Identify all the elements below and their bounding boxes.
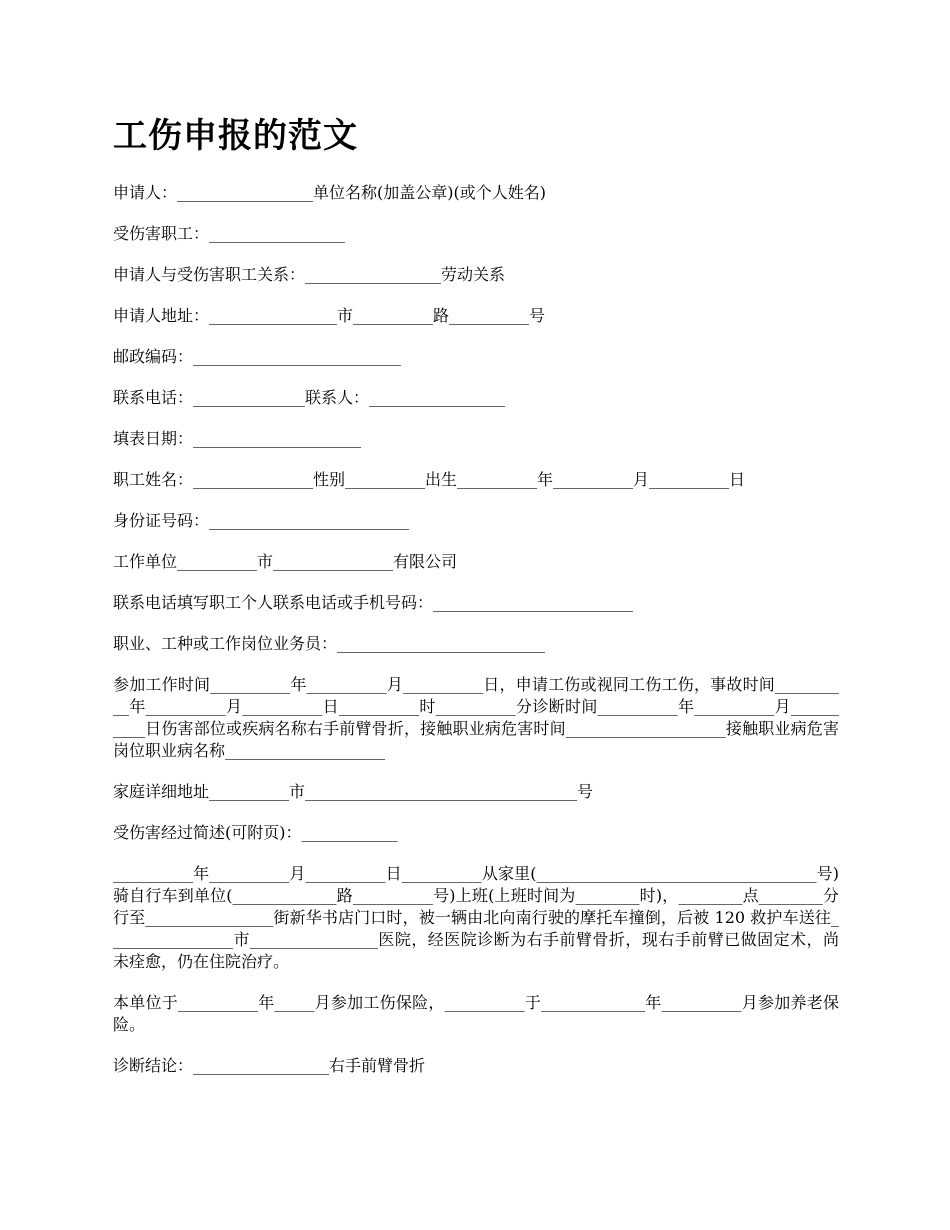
document-page [113,112,839,1096]
paragraph-postal-code: 邮政编码：__________________________ [113,347,402,366]
paragraph-injury-summary-label: 受伤害经过简述(可附页)：____________ [113,823,398,842]
paragraph-fill-date: 填表日期：_____________________ [113,429,362,448]
paragraph-home-address: 家庭详细地址__________市__________________________________号 [113,782,594,801]
paragraph-relationship: 申请人与受伤害职工关系：_________________劳动关系 [113,265,506,284]
paragraph-injured-worker: 受伤害职工：_________________ [113,224,346,243]
paragraph-work-and-accident-time: 参加工作时间__________年__________月__________日，申请工伤或视同工伤工伤，事故时间__________年__________月__________日__________时__________分诊断时间__________年__________月__________日伤害部位或疾病名称右手前臂骨折，接触职业病危害时间____________________接触职业病危害岗位职业病名称____________________ [113,675,839,760]
paragraph-occupation: 职业、工种或工作岗位业务员：__________________________ [113,634,546,653]
paragraph-contact-phone: 联系电话：______________联系人：_________________ [113,388,506,407]
paragraph-diagnosis: 诊断结论：_________________右手前臂骨折 [113,1056,426,1075]
paragraph-id-number: 身份证号码：_________________________ [113,511,410,530]
paragraph-applicant-address: 申请人地址：________________市__________路__________号 [113,306,546,325]
paragraph-work-unit: 工作单位__________市_______________有限公司 [113,552,458,571]
document-title: 工伤申报的范文 [113,116,358,156]
paragraph-worker-name: 职工姓名：_______________性别__________出生__________年__________月__________日 [113,470,746,489]
paragraph-insurance: 本单位于__________年_____月参加工伤保险，__________于_____________年__________月参加养老保险。 [113,993,839,1034]
paragraph-applicant: 申请人：_________________单位名称(加盖公章)(或个人姓名) [113,183,546,202]
paragraph-injury-narrative: __________年__________月__________日__________从家里(___________________________________号)骑自行车到单位(_____________路__________号)上班(上班时间为________时)，________点________分行至________________街新华书店门口时，被一辆由北向南行驶的摩托车撞倒，后被 120 救护车送往________________市________________医院，经医院诊断为右手前臂骨折，现右手前臂已做固定术，尚未痊愈，仍在住院治疗。 [113,864,839,971]
paragraph-worker-phone: 联系电话填写职工个人联系电话或手机号码：_________________________ [113,593,634,612]
